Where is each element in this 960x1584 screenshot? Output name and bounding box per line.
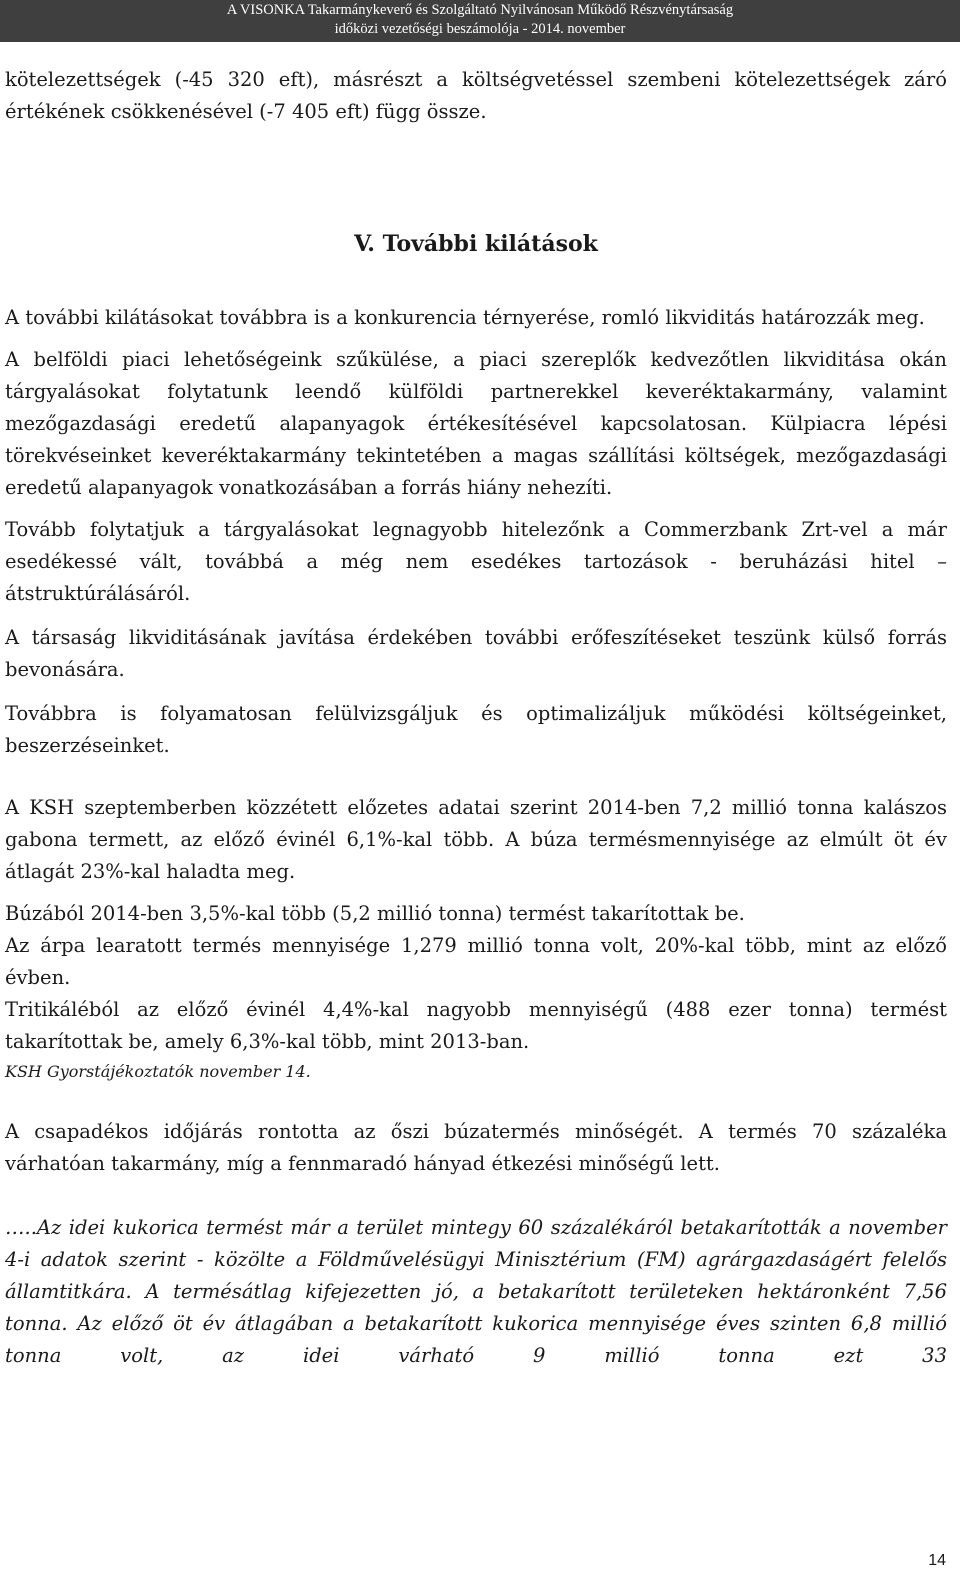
paragraph-intro: kötelezettségek (-45 320 eft), másrészt a költségvetéssel szembeni kötelezettségek záró értékének csökkenésével (-7 405 eft) függ össze. bbox=[5, 68, 947, 123]
paragraph-barley: Az árpa learatott termés mennyisége 1,279 millió tonna volt, 20%-kal több, mint az előző évben. bbox=[5, 934, 947, 989]
paragraph-commerzbank: Tovább folytatjuk a tárgyalásokat legnagyobb hitelezőnk a Commerzbank Zrt-vel a már esedékessé vált, továbbá a még nem esedékes tartozások - beruházási hitel – átstruktúrálásáról. bbox=[5, 518, 947, 605]
paragraph-ksh-data: A KSH szeptemberben közzétett előzetes adatai szerint 2014-ben 7,2 millió tonna kalászos gabona termett, az előző évinél 6,1%-kal több. A búza termésmennyisége az elmúlt öt év átlagát 23%-kal haladta meg. bbox=[5, 796, 947, 883]
paragraph-wheat: Búzából 2014-ben 3,5%-kal több (5,2 millió tonna) termést takarítottak be. bbox=[5, 902, 745, 925]
paragraph-outlook: A további kilátásokat továbbra is a konkurencia térnyerése, romló likviditás határozzák meg. bbox=[5, 306, 925, 329]
source-citation: KSH Gyorstájékoztatók november 14. bbox=[5, 1062, 311, 1081]
page-header bbox=[0, 0, 960, 42]
paragraph-weather: A csapadékos időjárás rontotta az őszi búzatermés minőségét. A termés 70 százaléka várhatóan takarmány, míg a fennmaradó hányad étkezési minőségű lett. bbox=[5, 1120, 947, 1175]
page-number: 14 bbox=[928, 1552, 946, 1569]
header-report-title: időközi vezetőségi beszámolója - 2014. november bbox=[334, 21, 626, 37]
paragraph-domestic-market: A belföldi piaci lehetőségeink szűkülése, a piaci szereplők kedvezőtlen likviditása okán tárgyalásokat folytatunk leendő külföldi partnerekkel keveréktakarmány, valamint mezőgazdasági eredetű alapanyagok értékesítésével kapcsolatosan. Külpiacra lépési törekvéseinket keveréktakarmány tekintetében a magas szállítási költségek, mezőgazdasági eredetű alapanyagok vonatkozásában a forrás hiány nehezíti. bbox=[5, 348, 947, 499]
section-title: V. További kilátások bbox=[354, 231, 598, 257]
header-company-name: A VISONKA Takarmánykeverő és Szolgáltató Nyilvánosan Működő Részvénytársaság bbox=[226, 2, 734, 18]
document-body bbox=[5, 64, 947, 1372]
paragraph-corn-harvest: …..Az idei kukorica termést már a terület mintegy 60 százalékáról betakarították a november 4-i adatok szerint - közölte a Földművelésügyi Minisztérium (FM) agrárgazdaságért felelős államtitkára. A termésátlag kifejezetten jó, a betakarított területeken hektáronként 7,56 tonna. Az előző öt év átlagában a betakarított kukorica mennyisége éves szinten 6,8 millió tonna volt, az idei várható 9 millió tonna ezt 33 bbox=[5, 1216, 947, 1367]
paragraph-costs: Továbbra is folyamatosan felülvizsgáljuk és optimalizáljuk működési költségeinket, beszerzéseinket. bbox=[5, 702, 947, 757]
paragraph-triticale: Tritikáléból az előző évinél 4,4%-kal nagyobb mennyiségű (488 ezer tonna) termést takarítottak be, amely 6,3%-kal több, mint 2013-ban. bbox=[5, 998, 947, 1053]
paragraph-liquidity: A társaság likviditásának javítása érdekében további erőfeszítéseket teszünk külső forrás bevonására. bbox=[5, 626, 947, 681]
